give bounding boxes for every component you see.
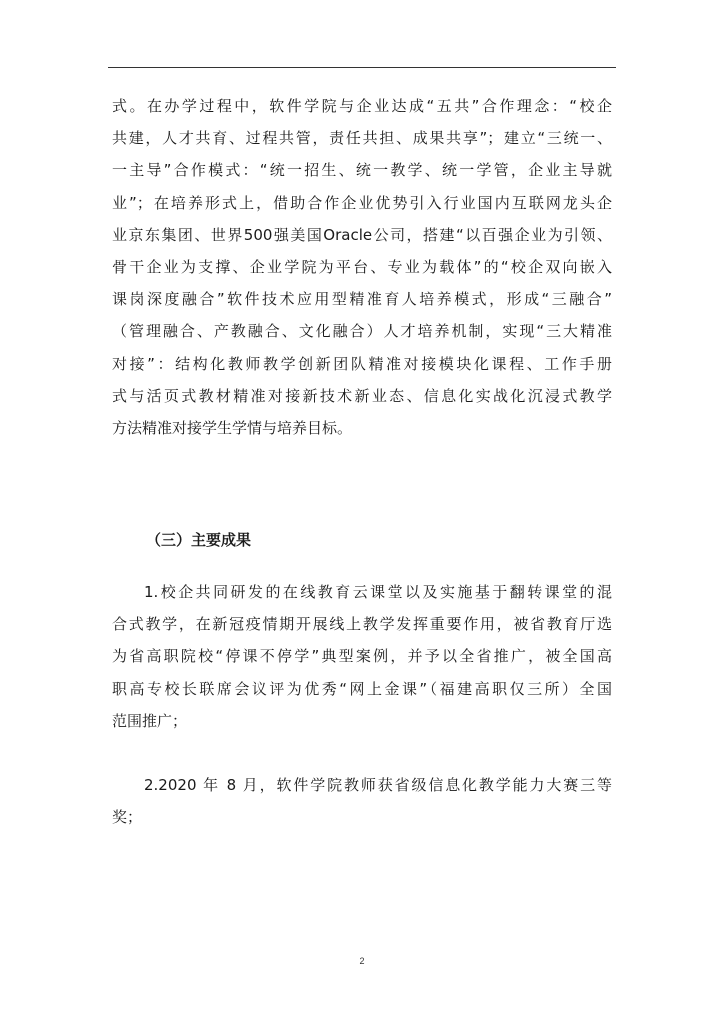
section-heading: （三）主要成果 bbox=[146, 531, 252, 549]
list-line: 1.校企共同研发的在线教育云课堂以及实施基于翻转课堂的混 bbox=[144, 583, 612, 601]
list-line: 职高专校长联席会议评为优秀“网上金课”（福建高职仅三所）全国 bbox=[112, 679, 612, 698]
list-item-1 bbox=[112, 576, 612, 737]
paragraph-line: 方法精准对接学生学情与培养目标。 bbox=[112, 418, 353, 437]
paragraph-1 bbox=[112, 90, 612, 444]
paragraph-line: （管理融合、产教融合、文化融合）人才培养机制，实现“三大精准 bbox=[112, 322, 612, 341]
paragraph-line: 共建，人才共育、过程共管，责任共担、成果共享”；建立“三统一、 bbox=[112, 129, 612, 148]
paragraph-line: 课岗深度融合”软件技术应用型精准育人培养模式，形成“三融合” bbox=[112, 290, 612, 309]
paragraph-line: 对接”：结构化教师教学创新团队精准对接模块化课程、工作手册 bbox=[112, 354, 612, 373]
list-line: 合式教学，在新冠疫情期开展线上教学发挥重要作用，被省教育厅选 bbox=[112, 615, 612, 634]
list-line: 奖； bbox=[112, 808, 143, 827]
paragraph-line: 一主导”合作模式：“统一招生、统一教学、统一学管，企业主导就 bbox=[112, 161, 612, 180]
paragraph-line: 业京东集团、世界500强美国Oracle公司，搭建“以百强企业为引领、 bbox=[112, 225, 612, 244]
page-number: 2 bbox=[359, 956, 365, 966]
header-rule bbox=[108, 67, 616, 68]
list-line: 范围推广； bbox=[112, 711, 188, 730]
paragraph-line: 骨干企业为支撑、企业学院为平台、专业为载体”的“校企双向嵌入 bbox=[112, 257, 612, 276]
list-item-2 bbox=[112, 769, 612, 833]
list-line: 为省高职院校“停课不停学”典型案例，并予以全省推广，被全国高 bbox=[112, 647, 612, 666]
paragraph-line: 式与活页式教材精准对接新技术新业态、信息化实战化沉浸式教学 bbox=[112, 386, 612, 405]
list-line: 2.2020 年 8 月，软件学院教师获省级信息化教学能力大赛三等 bbox=[144, 776, 612, 794]
paragraph-line: 业”；在培养形式上，借助合作企业优势引入行业国内互联网龙头企 bbox=[112, 193, 612, 212]
paragraph-line: 式。在办学过程中，软件学院与企业达成“五共”合作理念：“校企 bbox=[112, 97, 612, 115]
